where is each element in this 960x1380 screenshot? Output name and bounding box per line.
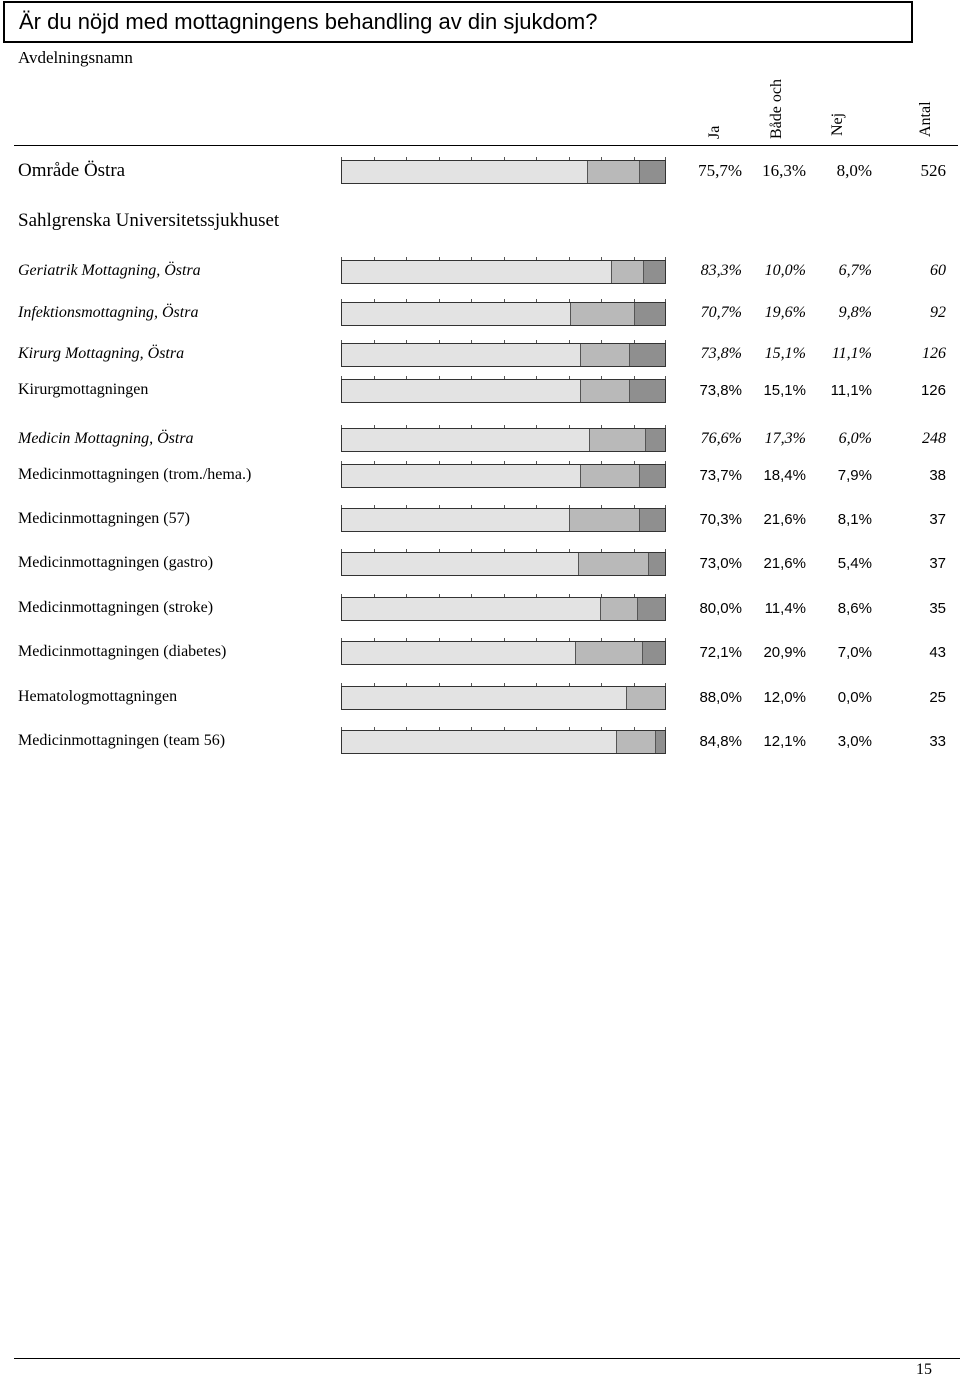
value-bade-och: 15,1%: [764, 345, 806, 363]
value-nej: 6,7%: [838, 262, 872, 280]
value-ja: 72,1%: [699, 643, 742, 661]
value-antal: 43: [929, 643, 946, 661]
bar-segment-bade-och: [569, 509, 639, 531]
value-antal: 60: [930, 262, 946, 280]
bar-segment-bade-och: [570, 303, 633, 325]
bar-segment-nej: [629, 344, 665, 366]
row-label: Sahlgrenska Universitetssjukhuset: [18, 210, 280, 232]
value-ja: 70,3%: [699, 510, 742, 528]
bar-segment-bade-och: [626, 687, 665, 709]
row-label: Område Östra: [18, 160, 126, 182]
value-nej: 7,9%: [837, 466, 872, 484]
stacked-bar: [341, 343, 666, 367]
row-label: Infektionsmottagning, Östra: [18, 304, 199, 322]
value-bade-och: 21,6%: [763, 554, 806, 572]
stacked-bar: [341, 552, 666, 576]
bar-segment-nej: [648, 553, 665, 575]
stacked-bar: [341, 686, 666, 710]
bar-segment-bade-och: [600, 598, 637, 620]
value-bade-och: 15,1%: [763, 381, 806, 399]
header-rule: [14, 145, 958, 146]
value-antal: 526: [920, 161, 946, 181]
bar-segment-bade-och: [611, 261, 643, 283]
row-label: Medicinmottagningen (trom./hema.): [18, 466, 252, 484]
row-label: Geriatrik Mottagning, Östra: [18, 262, 201, 280]
bar-segment-bade-och: [589, 429, 645, 451]
value-ja: 75,7%: [698, 161, 742, 181]
bar-segment-nej: [655, 731, 665, 753]
row-label: Medicinmottagningen (team 56): [18, 732, 226, 750]
bar-segment-ja: [342, 344, 580, 366]
value-bade-och: 17,3%: [764, 430, 806, 448]
bar-segment-ja: [342, 161, 587, 183]
value-nej: 9,8%: [838, 304, 872, 322]
value-ja: 73,0%: [699, 554, 742, 572]
stacked-bar: [341, 597, 666, 621]
value-nej: 0,0%: [837, 688, 872, 706]
value-bade-och: 21,6%: [763, 510, 806, 528]
bar-segment-ja: [342, 598, 600, 620]
bar-segment-nej: [639, 161, 665, 183]
stacked-bar: [341, 508, 666, 532]
value-ja: 70,7%: [700, 304, 742, 322]
bar-segment-ja: [342, 303, 570, 325]
stacked-bar: [341, 730, 666, 754]
bar-segment-ja: [342, 380, 580, 402]
bar-segment-bade-och: [616, 731, 655, 753]
value-ja: 73,8%: [699, 381, 742, 399]
value-ja: 76,6%: [700, 430, 742, 448]
bar-segment-nej: [639, 465, 665, 487]
bar-segment-ja: [342, 731, 616, 753]
stacked-bar: [341, 302, 666, 326]
bar-segment-nej: [639, 509, 665, 531]
page-number: 15: [916, 1361, 932, 1378]
bar-segment-ja: [342, 261, 611, 283]
value-bade-och: 20,9%: [763, 643, 806, 661]
value-ja: 73,7%: [699, 466, 742, 484]
row-label: Kirurg Mottagning, Östra: [18, 345, 185, 363]
stacked-bar: [341, 464, 666, 488]
stacked-bar: [341, 428, 666, 452]
value-nej: 7,0%: [837, 643, 872, 661]
value-nej: 6,0%: [838, 430, 872, 448]
value-bade-och: 19,6%: [764, 304, 806, 322]
value-antal: 126: [922, 345, 946, 363]
row-label: Hematologmottagningen: [18, 688, 178, 706]
row-label: Medicin Mottagning, Östra: [18, 430, 194, 448]
value-ja: 80,0%: [699, 599, 742, 617]
value-antal: 25: [929, 688, 946, 706]
column-header-nej: Nej: [829, 112, 846, 136]
row-label: Kirurgmottagningen: [18, 381, 149, 399]
bar-segment-bade-och: [587, 161, 640, 183]
value-nej: 8,1%: [837, 510, 872, 528]
title-box: [3, 1, 913, 43]
value-ja: 73,8%: [700, 345, 742, 363]
value-bade-och: 18,4%: [763, 466, 806, 484]
value-nej: 8,0%: [836, 161, 872, 181]
row-label: Medicinmottagningen (stroke): [18, 599, 214, 617]
footer-rule: [14, 1358, 960, 1359]
bar-segment-nej: [645, 429, 664, 451]
value-bade-och: 16,3%: [762, 161, 806, 181]
value-bade-och: 10,0%: [764, 262, 806, 280]
value-antal: 92: [930, 304, 946, 322]
stacked-bar: [341, 160, 666, 184]
bar-segment-ja: [342, 509, 569, 531]
value-nej: 3,0%: [837, 732, 872, 750]
value-antal: 35: [929, 599, 946, 617]
bar-segment-ja: [342, 465, 580, 487]
column-header-ja: Ja: [706, 125, 723, 139]
bar-segment-ja: [342, 687, 626, 709]
bar-segment-nej: [629, 380, 665, 402]
value-antal: 33: [929, 732, 946, 750]
value-antal: 126: [920, 381, 946, 399]
column-header-bade-och: Både och: [768, 79, 785, 139]
bar-segment-nej: [634, 303, 666, 325]
bar-segment-bade-och: [580, 465, 639, 487]
value-antal: 37: [929, 510, 946, 528]
stacked-bar: [341, 641, 666, 665]
page-title: Är du nöjd med mottagningens behandling av din sjukdom?: [19, 9, 598, 34]
bar-segment-ja: [342, 642, 575, 664]
bar-segment-bade-och: [575, 642, 643, 664]
value-bade-och: 12,1%: [763, 732, 806, 750]
column-subheading: Avdelningsnamn: [18, 48, 133, 67]
value-nej: 5,4%: [837, 554, 872, 572]
value-nej: 11,1%: [831, 345, 872, 363]
value-antal: 38: [929, 466, 946, 484]
bar-segment-ja: [342, 553, 578, 575]
bar-segment-ja: [342, 429, 589, 451]
column-header-antal: Antal: [917, 101, 934, 137]
bar-segment-bade-och: [580, 380, 629, 402]
value-nej: 8,6%: [837, 599, 872, 617]
value-antal: 248: [922, 430, 946, 448]
value-bade-och: 12,0%: [763, 688, 806, 706]
bar-segment-nej: [643, 261, 665, 283]
bar-segment-bade-och: [580, 344, 629, 366]
value-ja: 88,0%: [699, 688, 742, 706]
value-nej: 11,1%: [830, 381, 872, 399]
row-label: Medicinmottagningen (diabetes): [18, 643, 227, 661]
stacked-bar: [341, 260, 666, 284]
value-antal: 37: [929, 554, 946, 572]
value-ja: 84,8%: [699, 732, 742, 750]
bar-segment-bade-och: [578, 553, 648, 575]
row-label: Medicinmottagningen (gastro): [18, 554, 214, 572]
value-ja: 83,3%: [700, 262, 742, 280]
bar-segment-nej: [642, 642, 665, 664]
stacked-bar: [341, 379, 666, 403]
row-label: Medicinmottagningen (57): [18, 510, 190, 528]
value-bade-och: 11,4%: [764, 599, 806, 617]
bar-segment-nej: [637, 598, 665, 620]
